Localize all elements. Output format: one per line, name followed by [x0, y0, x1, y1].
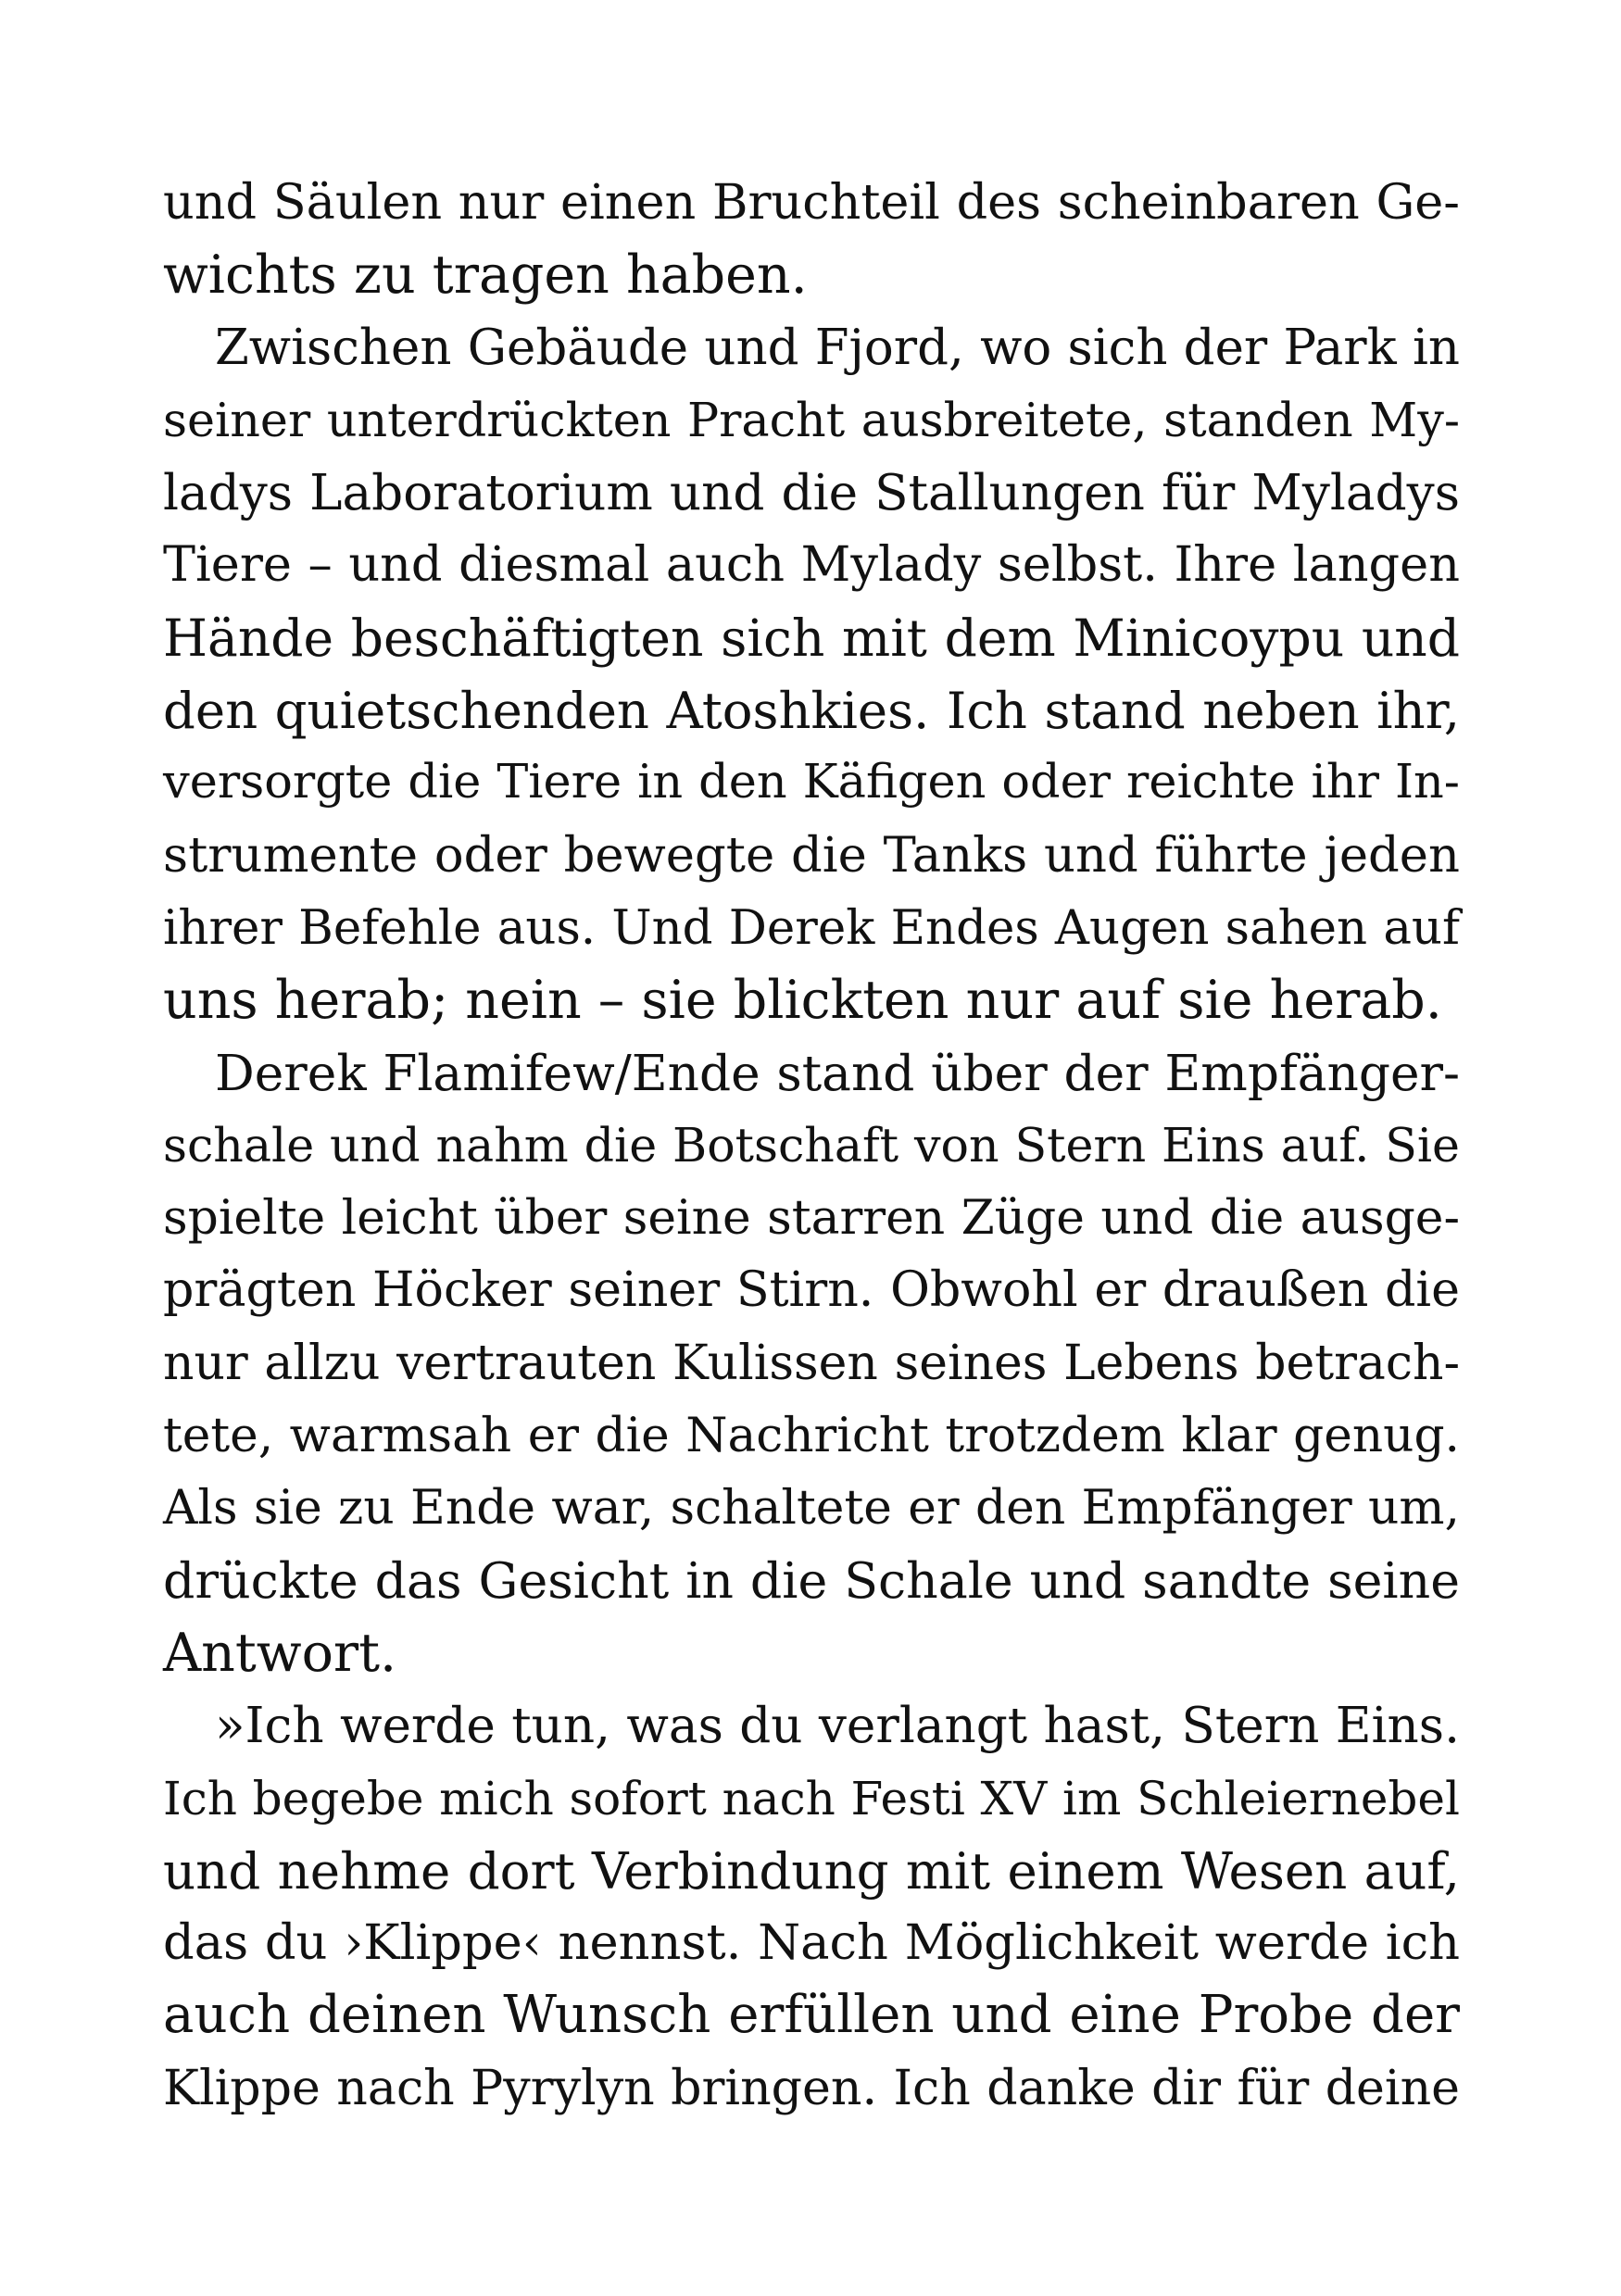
text-line: und nehme dort Verbindung mit einem Wesen auf,	[163, 1840, 1460, 1901]
text-line: drückte das Gesicht in die Schale und sandte seine	[163, 1550, 1460, 1610]
text-line: ladys Laboratorium und die Stallungen für Myladys	[163, 464, 1460, 522]
text-line: strumente oder bewegte die Tanks und führte jeden	[163, 826, 1460, 884]
book-page-text	[163, 167, 1460, 2125]
text-line: Zwischen Gebäude und Fjord, wo sich der Park in	[215, 319, 1460, 376]
text-line: und Säulen nur einen Bruchteil des scheinbaren Ge-	[163, 174, 1460, 231]
text-line: versorgte die Tiere in den Käfigen oder reichte ihr In-	[163, 755, 1460, 810]
text-line: Antwort.	[163, 1622, 397, 1684]
text-line: prägten Höcker seiner Stirn. Obwohl er draußen die	[163, 1262, 1460, 1319]
text-line: das du ›Klippe‹ nennst. Nach Möglichkeit werde ich	[163, 1914, 1460, 1972]
text-line: uns herab; nein – sie blickten nur auf sie herab.	[163, 970, 1442, 1032]
text-line: wichts zu tragen haben.	[163, 245, 808, 307]
text-line: Derek Flamifew/Ende stand über der Empfänger-	[215, 1044, 1460, 1102]
text-line: nur allzu vertrauten Kulissen seines Lebens betrach-	[163, 1335, 1460, 1391]
text-line: auch deinen Wunsch erfüllen und eine Probe der	[163, 1985, 1460, 2046]
text-line: den quietschenden Atoshkies. Ich stand neben ihr,	[163, 681, 1460, 741]
text-line: »Ich werde tun, was du verlangt hast, Stern Eins.	[215, 1697, 1460, 1755]
text-line: spielte leicht über seine starren Züge und die ausge-	[163, 1190, 1460, 1247]
text-line: ihrer Befehle aus. Und Derek Endes Augen sahen auf	[163, 899, 1460, 956]
text-line: Klippe nach Pyrylyn bringen. Ich danke dir für deine	[163, 2060, 1460, 2116]
text-line: Ich begebe mich sofort nach Festi XV im Schleiernebel	[163, 1771, 1460, 1826]
text-line: Als sie zu Ende war, schaltete er den Empfänger um,	[163, 1480, 1460, 1537]
text-line: Hände beschäftigten sich mit dem Minicoypu und	[163, 608, 1460, 668]
text-line: tete, warmsah er die Nachricht trotzdem klar genug.	[163, 1408, 1460, 1464]
text-line: Tiere – und diesmal auch Mylady selbst. Ihre langen	[163, 536, 1460, 594]
text-line: seiner unterdrückten Pracht ausbreitete, standen My-	[163, 392, 1460, 447]
text-line: schale und nahm die Botschaft von Stern Eins auf. Sie	[163, 1117, 1460, 1173]
